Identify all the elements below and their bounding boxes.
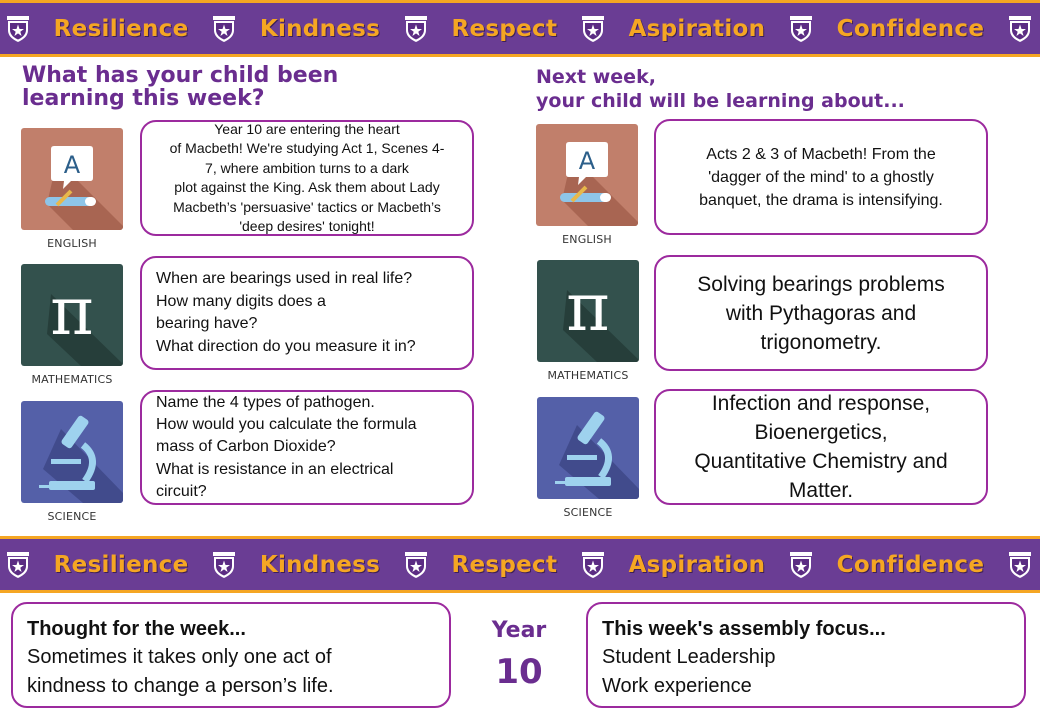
school-crest-icon [6,551,30,579]
assembly-line: Student Leadership [602,646,776,668]
value-word: Respect [451,15,558,42]
english-tile [536,124,638,226]
subject-label: MATHEMATICS [547,369,629,382]
svg-text:A: A [578,147,596,175]
school-crest-icon [212,15,236,43]
year-number: 10 [495,652,543,692]
school-crest-icon [1008,15,1032,43]
subject-label: MATHEMATICS [31,373,113,386]
value-word: Resilience [53,551,189,578]
value-word: Resilience [53,15,189,42]
bubble-line: 7, where ambition turns to a dark [205,159,409,176]
english-speech-bubble-icon [536,124,638,226]
value-word: Confidence [836,15,985,42]
next-week-heading [536,65,905,113]
subject-label: SCIENCE [563,506,613,519]
english-this-week-bubble [140,120,474,236]
bubble-line: Macbeth’s 'persuasive' tactics or Macbeth’s [173,198,441,215]
assembly-focus-box [586,602,1026,708]
school-crest-icon [789,551,813,579]
value-word: Confidence [836,551,985,578]
school-crest-icon [789,15,813,43]
science-this-week-bubble [140,390,474,505]
subject-label: SCIENCE [47,510,97,523]
thought-title: Thought for the week... [27,618,246,640]
svg-text:π: π [50,273,94,350]
value-word: Kindness [259,15,381,42]
bubble-line: circuit? [156,482,207,500]
value-word: Aspiration [628,551,766,578]
maths-this-week-bubble [140,256,474,370]
heading-line: learning this week? [22,86,265,111]
bubble-line: How many digits does a [156,292,326,310]
value-word: Kindness [259,551,381,578]
value-word: Aspiration [628,15,766,42]
bubble-line: Name the 4 types of pathogen. [156,393,375,411]
bubble-line: Bioenergetics, [754,421,888,444]
subject-label: ENGLISH [47,237,97,250]
assembly-title: This week's assembly focus... [602,618,886,640]
science-next-week-bubble [654,389,988,505]
bubble-line: of Macbeth! We're studying Act 1, Scenes 4- [169,140,445,156]
school-crest-icon [404,551,428,579]
bubble-line: What is resistance in an electrical [156,460,394,478]
pi-icon [537,260,639,362]
bubble-line: When are bearings used in real life? [156,270,413,287]
bubble-line: 'dagger of the mind' to a ghostly [708,168,934,186]
heading-line: Next week, [536,66,656,88]
bubble-line: trigonometry. [760,330,882,354]
thought-line: kindness to change a person’s life. [27,675,334,697]
bubble-line: Solving bearings problems [697,272,945,296]
bubble-line: plot against the King. Ask them about Lady [174,179,440,195]
school-crest-icon [1008,551,1032,579]
school-crest-icon [581,15,605,43]
heading-line: What has your child been [22,63,339,88]
maths-next-week-bubble [654,255,988,371]
school-crest-icon [212,551,236,579]
bubble-line: Acts 2 & 3 of Macbeth! From the [706,145,936,163]
pi-icon [21,264,123,366]
english-next-week-bubble [654,119,988,235]
maths-tile [537,260,639,362]
school-crest-icon [581,551,605,579]
bubble-line: How would you calculate the formula [156,416,417,434]
bubble-line: with Pythagoras and [725,301,917,325]
microscope-icon [21,401,123,503]
assembly-line: Work experience [602,675,752,697]
english-tile [21,128,123,230]
heading-line: your child will be learning about... [536,90,905,112]
year-label: Year [491,618,547,643]
bubble-line: Year 10 are entering the heart [214,120,400,137]
english-speech-bubble-icon [21,128,123,230]
bubble-line: What direction do you measure it in? [156,337,416,355]
school-crest-icon [404,15,428,43]
subject-label: ENGLISH [562,233,612,246]
bubble-line: Infection and response, [711,392,931,415]
maths-tile [21,264,123,366]
svg-text:A: A [63,151,81,179]
bubble-line: mass of Carbon Dioxide? [156,438,336,456]
values-banner-bottom [0,536,1040,593]
bubble-line: Quantitative Chemistry and [694,450,948,473]
bubble-line: 'deep desires' tonight! [239,218,375,234]
thought-line: Sometimes it takes only one act of [27,646,332,668]
microscope-icon [537,397,639,499]
bubble-line: bearing have? [156,315,258,332]
values-banner-top [0,0,1040,57]
svg-text:π: π [566,269,610,346]
science-tile [21,401,123,503]
bubble-line: banquet, the drama is intensifying. [699,191,943,209]
value-word: Respect [451,551,558,578]
school-crest-icon [6,15,30,43]
this-week-heading [22,64,338,110]
science-tile [537,397,639,499]
thought-for-the-week-box [11,602,451,708]
bubble-line: Matter. [788,479,854,502]
